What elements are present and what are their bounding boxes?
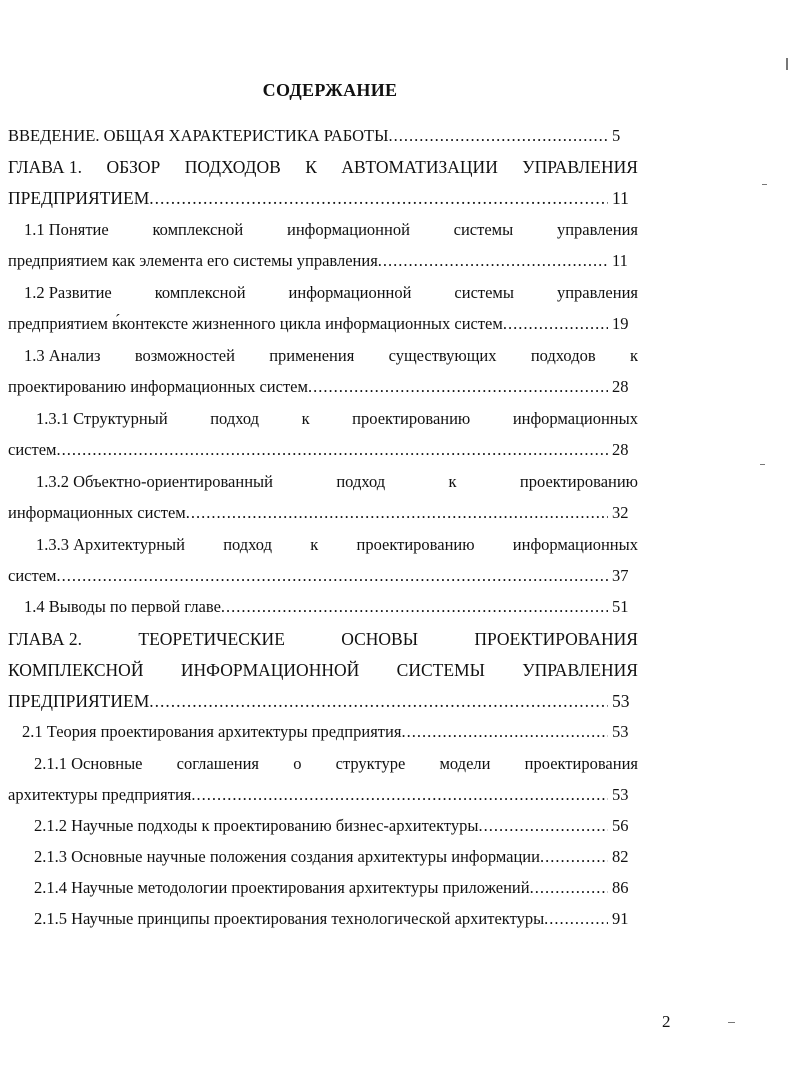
leader-dots (191, 782, 608, 808)
word: К (305, 157, 317, 177)
word: информационной (287, 220, 410, 239)
word: системы (454, 283, 514, 302)
toc-entry-chapter-2-line-1[interactable] (8, 626, 638, 652)
toc-entry-1-3-2-line-2[interactable] (8, 500, 642, 526)
leader-dots (308, 374, 608, 400)
toc-page-number: 53 (612, 722, 629, 741)
leader-dots (401, 719, 608, 745)
word: существующих (388, 346, 497, 365)
word: к (310, 535, 319, 554)
word: ГЛАВА 2. (8, 629, 83, 649)
leader-dots (389, 123, 608, 149)
word: ГЛАВА 1. (8, 157, 83, 177)
word: АВТОМАТИЗАЦИИ (341, 157, 498, 177)
toc-entry-1-2-line-2[interactable] (8, 311, 642, 337)
toc-page-number: 11 (612, 188, 629, 208)
word: подход (210, 409, 260, 428)
word: комплексной (152, 220, 244, 239)
toc-entry-1-3-3-line-1[interactable] (36, 532, 638, 558)
toc-page-number: 28 (612, 440, 629, 459)
toc-page-number: 82 (612, 847, 629, 866)
scan-mark (760, 464, 765, 465)
toc-entry-text: 1.4 Выводы по первой главе (24, 597, 221, 616)
toc-entry-1-2-line-1[interactable] (24, 280, 638, 306)
toc-page-number: 91 (612, 909, 629, 928)
leader-dots (149, 185, 608, 211)
toc-entry-2-1-1-line-2[interactable] (8, 782, 642, 808)
word: подходов (530, 346, 596, 365)
toc-entry-text: 2.1.5 Научные принципы проектирования технологической архитектуры (34, 909, 545, 928)
page-title: СОДЕРЖАНИЕ (262, 80, 398, 100)
toc-entry-2-1-5[interactable] (34, 906, 642, 932)
toc-entry-text: 2.1.2 Научные подходы к проектированию бизнес-архитектуры (34, 816, 479, 835)
toc-page-number: 32 (612, 503, 629, 522)
toc-entry-1-3-line-2[interactable] (8, 374, 642, 400)
word: проектированию (352, 409, 471, 428)
word: подход (223, 535, 272, 554)
scan-mark (728, 1022, 735, 1023)
toc-entry-text: проектированию информационных систем (8, 377, 308, 396)
word: 2.1.1 Основные (34, 754, 143, 773)
word: о (293, 754, 302, 773)
toc-entry-1-3-3-line-2[interactable] (8, 563, 642, 589)
toc-entry-text: систем (8, 566, 57, 585)
word: ОБЗОР (106, 157, 161, 177)
leader-dots (530, 875, 608, 901)
word: 1.3.3 Архитектурный (36, 535, 185, 554)
word: применения (269, 346, 355, 365)
word: структуре (335, 754, 406, 773)
word: комплексной (154, 283, 246, 302)
word: подход (336, 472, 386, 491)
word: модели (439, 754, 491, 773)
toc-entry-text: предприятием в́контексте жизненного цикла информационных систем (8, 314, 503, 333)
toc-entry-chapter-1-line-2[interactable] (8, 185, 642, 211)
toc-entry-text: 2.1.3 Основные научные положения создания архитектуры информации (34, 847, 540, 866)
word: к (629, 346, 638, 365)
toc-entry-2-1[interactable] (22, 719, 642, 745)
toc-entry-intro[interactable] (8, 123, 642, 149)
page-number: 2 (662, 1012, 671, 1031)
word: ПОДХОДОВ (184, 157, 281, 177)
toc-entry-chapter-2-line-2[interactable] (8, 657, 638, 683)
word: 1.3.1 Структурный (36, 409, 168, 428)
leader-dots (378, 248, 608, 274)
scan-mark (786, 58, 788, 70)
word: 1.3 Анализ (24, 346, 101, 365)
word: информационной (288, 283, 412, 302)
toc-page-number: 53 (612, 691, 630, 711)
word: ОСНОВЫ (341, 629, 418, 649)
toc-entry-1-1-line-1[interactable] (24, 217, 638, 243)
word: системы (453, 220, 514, 239)
word: 1.3.2 Объектно-ориентированный (36, 472, 273, 491)
toc-page-number: 53 (612, 785, 629, 804)
word: ТЕОРЕТИЧЕСКИЕ (138, 629, 285, 649)
leader-dots (544, 906, 608, 932)
word: СИСТЕМЫ (396, 660, 485, 680)
toc-entry-2-1-3[interactable] (34, 844, 642, 870)
toc-entry-text: информационных систем (8, 503, 186, 522)
toc-page-number: 11 (612, 251, 628, 270)
word: 1.1 Понятие (24, 220, 109, 239)
toc-entry-text: ПРЕДПРИЯТИЕМ (8, 691, 150, 711)
toc-entry-2-1-4[interactable] (34, 875, 642, 901)
word: УПРАВЛЕНИЯ (522, 660, 638, 680)
word: информационных (512, 409, 638, 428)
toc-entry-1-3-1-line-2[interactable] (8, 437, 642, 463)
toc-entry-text: предприятием как элемента его системы управления (8, 251, 378, 270)
toc-entry-1-3-1-line-1[interactable] (36, 406, 638, 432)
toc-entry-1-1-line-2[interactable] (8, 248, 642, 274)
word: ПРОЕКТИРОВАНИЯ (474, 629, 638, 649)
word: проектированию (519, 472, 638, 491)
word: к (301, 409, 310, 428)
leader-dots (221, 594, 608, 620)
toc-entry-chapter-2-line-3[interactable] (8, 688, 642, 714)
word: управления (556, 220, 638, 239)
toc-page-number: 28 (612, 377, 629, 396)
toc-entry-text: 2.1 Теория проектирования архитектуры предприятия (22, 722, 402, 741)
toc-page-number: 5 (612, 126, 621, 145)
leader-dots (56, 563, 608, 589)
toc-entry-1-3-line-1[interactable] (24, 343, 638, 369)
word: проектированию (356, 535, 475, 554)
word: к (448, 472, 457, 491)
toc-page-number: 86 (612, 878, 629, 897)
toc-entry-chapter-1-line-1[interactable] (8, 154, 638, 180)
leader-dots (503, 311, 608, 337)
toc-entry-text: ПРЕДПРИЯТИЕМ (8, 188, 150, 208)
word: соглашения (176, 754, 260, 773)
leader-dots (478, 813, 608, 839)
toc-entry-1-3-2-line-1[interactable] (36, 469, 638, 495)
toc-entry-text: ВВЕДЕНИЕ. ОБЩАЯ ХАРАКТЕРИСТИКА РАБОТЫ (8, 126, 389, 145)
leader-dots (149, 688, 608, 714)
toc-entry-text: 2.1.4 Научные методологии проектирования архитектуры приложений (34, 878, 530, 897)
toc-page-number: 19 (612, 314, 629, 333)
word: управления (556, 283, 638, 302)
word: ИНФОРМАЦИОННОЙ (180, 660, 360, 680)
word: 1.2 Развитие (24, 283, 112, 302)
toc-page-number: 56 (612, 816, 629, 835)
leader-dots (56, 437, 608, 463)
toc-page-number: 37 (612, 566, 629, 585)
toc-entry-text: систем (8, 440, 57, 459)
word: КОМПЛЕКСНОЙ (8, 660, 144, 680)
word: информационных (512, 535, 638, 554)
leader-dots (540, 844, 608, 870)
toc-entry-text: архитектуры предприятия (8, 785, 192, 804)
word: возможностей (134, 346, 235, 365)
toc-entry-2-1-2[interactable] (34, 813, 642, 839)
leader-dots (186, 500, 608, 526)
word: УПРАВЛЕНИЯ (522, 157, 638, 177)
toc-page-number: 51 (612, 597, 629, 616)
toc-entry-1-4[interactable] (24, 594, 642, 620)
word: проектирования (524, 754, 638, 773)
scan-mark (762, 184, 767, 185)
toc-entry-2-1-1-line-1[interactable] (34, 751, 638, 777)
